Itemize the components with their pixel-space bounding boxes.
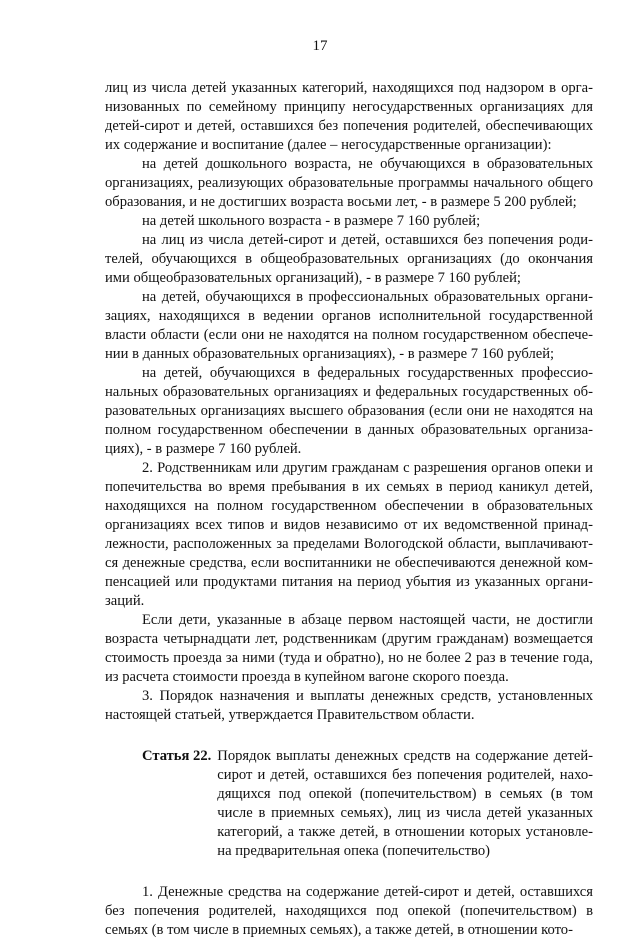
article-heading [105, 747, 593, 861]
paragraph: 2. Родственникам или другим гражданам с разрешения органов опеки и попечительства во время пребывания в их семьях в период каникул детей, находящихся на полном государственном обеспечении в образовательных организациях всех типов и видов независимо от их ведомственной принадлежности, расположенных за пределами Вологодской области, выплачиваются денежные средства, если воспитанники не обеспечиваются денежной компенсацией или продуктами питания на период убытия из указанных организаций. [105, 460, 593, 609]
paragraph: на детей дошкольного возраста, не обучающихся в образовательных организациях, реализующих образовательные программы начального общего образования, и не достигших возраста восьми лет, - в размере 5 200 рублей; [105, 156, 593, 210]
article-title: Порядок выплаты денежных средств на содержание детей-сирот и детей, оставшихся без попечения родителей, находящихся под опекой (попечительством) в семьях (в том числе в приемных семьях), лиц из числа детей указанных категорий, а также детей, в отношении которых установлена предварительная опека (попечительство) [217, 748, 593, 859]
paragraph: 3. Порядок назначения и выплаты денежных средств, установленных настоящей статьей, утверждается Правительством области. [105, 688, 593, 723]
paragraph: на детей, обучающихся в федеральных государственных профессиональных образовательных организациях и федеральных государственных образовательных организациях высшего образования (если они не находятся на полном государственном обеспечении в данных образовательных организациях), - в размере 7 160 рублей. [105, 365, 593, 457]
paragraph: на детей, обучающихся в профессиональных образовательных организациях, находящихся в ведении органов исполнительной государственной власти области (если они не находятся на полном государственном обеспечении в данных образовательных организациях), - в размере 7 160 рублей; [105, 289, 593, 362]
article-number: Статья 22. [142, 748, 212, 764]
document-body [105, 79, 593, 940]
paragraph: 1. Денежные средства на содержание детей-сирот и детей, оставшихся без попечения родителей, находящихся под опекой (попечительством) в семьях (в том числе в приемных семьях), а также детей, в отношении кото- [105, 884, 593, 938]
paragraph: на детей школьного возраста - в размере 7 160 рублей; [142, 213, 481, 229]
paragraph: лиц из числа детей указанных категорий, находящихся под надзором в организованных по семейному принципу негосударственных организациях для детей-сирот и детей, оставшихся без попечения родителей, обеспечивающих их содержание и воспитание (далее – негосударственные организации): [105, 80, 593, 153]
page-number: 17 [312, 38, 328, 54]
paragraph: на лиц из числа детей-сирот и детей, оставшихся без попечения родителей, обучающихся в общеобразовательных организациях (до окончания ими общеобразовательных организаций), - в размере 7 160 рублей; [105, 232, 593, 286]
paragraph: Если дети, указанные в абзаце первом настоящей части, не достигли возраста четырнадцати лет, родственникам (другим гражданам) возмещается стоимость проезда за ними (туда и обратно), но не более 2 раз в течение года, из расчета стоимости проезда в купейном вагоне скорого поезда. [105, 612, 593, 685]
